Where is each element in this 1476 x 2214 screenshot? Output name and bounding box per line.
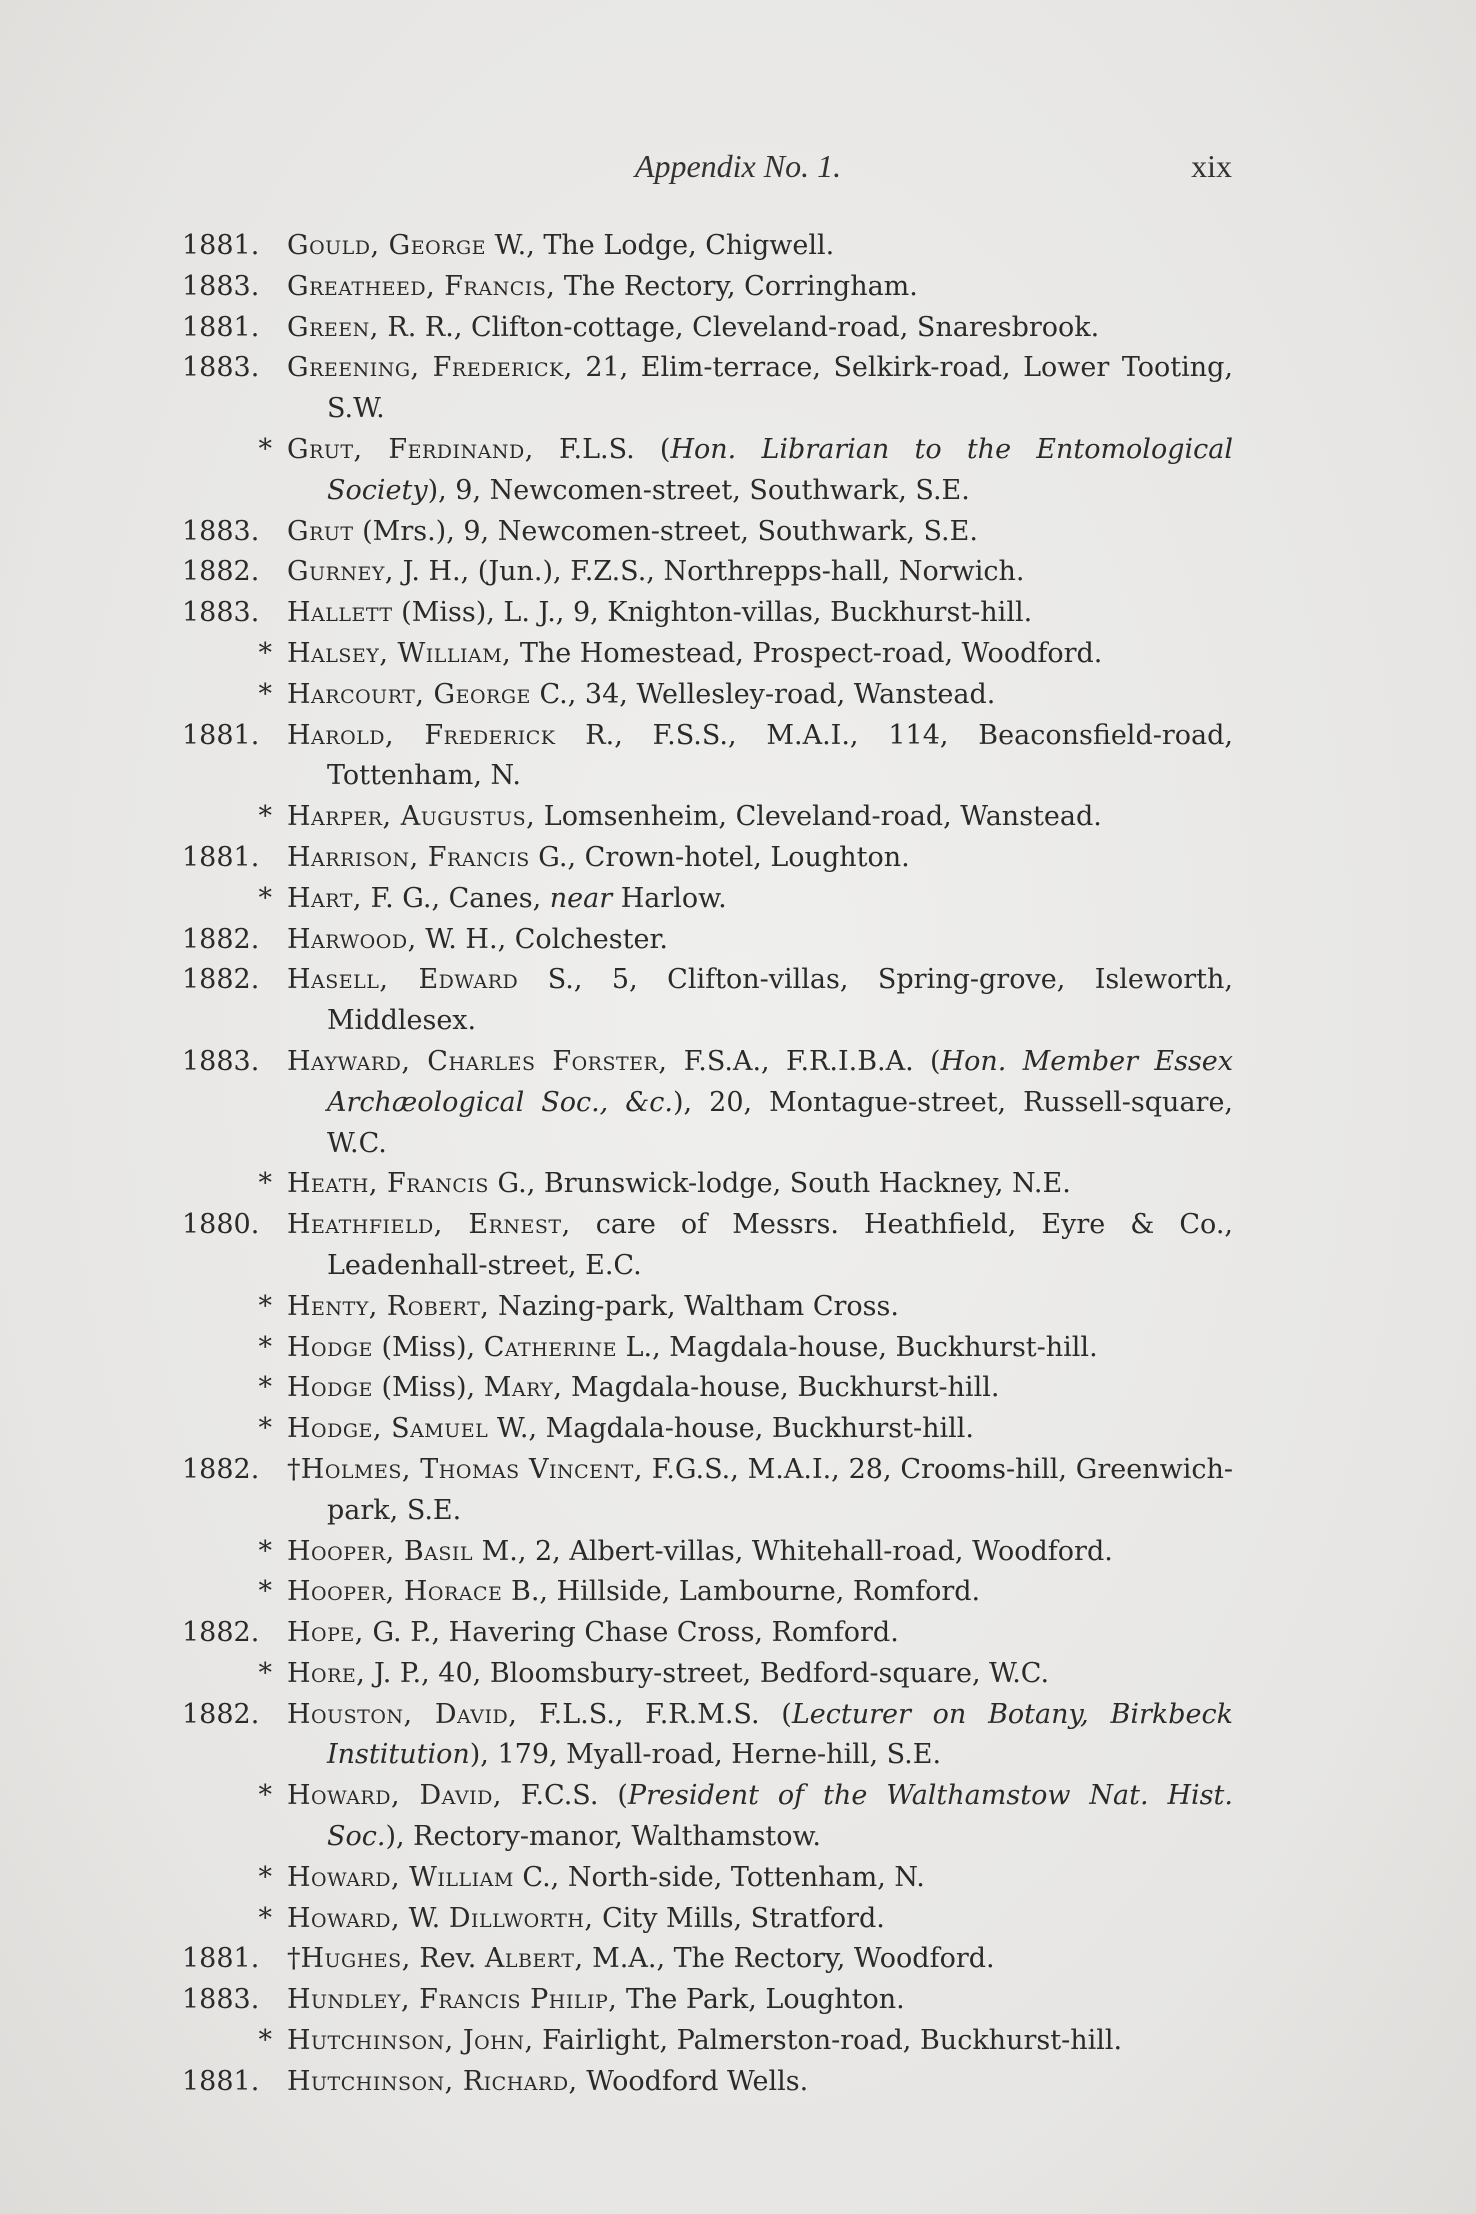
- member-details: [287, 267, 1233, 308]
- member-text: R. R., Clifton-cottage, Cleveland-road, Snaresbrook.: [378, 311, 1100, 343]
- member-entry: [0, 593, 1476, 634]
- original-member-mark: *: [258, 1168, 272, 1200]
- member-name: Green,: [287, 311, 379, 343]
- member-entry: [0, 838, 1476, 879]
- member-entry: [0, 552, 1476, 593]
- member-text: J. H., (Jun.), F.Z.S., Northrepps-hall, Norwich.: [394, 556, 1025, 588]
- member-name: Hodge: [287, 1372, 373, 1404]
- member-entry: [0, 716, 1476, 798]
- election-year: 1881.: [182, 841, 260, 873]
- member-entry: [0, 879, 1476, 920]
- member-details: [287, 308, 1233, 349]
- member-entry: [0, 1205, 1476, 1287]
- member-name: Greatheed, Francis,: [287, 270, 556, 302]
- member-name: Hooper, Horace: [287, 1576, 503, 1608]
- election-year: 1881.: [182, 311, 260, 343]
- member-name: Hundley, Francis Philip,: [287, 1984, 618, 2016]
- member-details: [287, 1368, 1233, 1409]
- member-entry: [0, 960, 1476, 1042]
- member-name: Halsey, William,: [287, 637, 512, 669]
- member-details: [287, 348, 1233, 430]
- member-text: †: [287, 1943, 301, 1975]
- member-text: (Mrs.), 9, Newcomen-street, Southwark, S.E.: [353, 515, 978, 547]
- member-entry: [0, 1409, 1476, 1450]
- member-name: Grut, Ferdinand,: [287, 433, 534, 465]
- member-text: Fairlight, Palmerston-road, Buckhurst-hill.: [533, 2025, 1123, 2057]
- page-header: [0, 148, 1476, 194]
- member-text: C., North-side, Tottenham, N.: [513, 1861, 925, 1893]
- member-name: Hughes,: [300, 1943, 411, 1975]
- original-member-mark: *: [258, 1290, 272, 1322]
- member-entry: [0, 1613, 1476, 1654]
- member-text: (Miss),: [372, 1331, 484, 1363]
- member-text: Rev.: [410, 1943, 485, 1975]
- member-details: [287, 1899, 1233, 1940]
- member-details: [287, 879, 1233, 920]
- member-entry: [0, 1328, 1476, 1369]
- member-name: Howard, William: [287, 1861, 514, 1893]
- running-title: Appendix No. 1.: [634, 148, 842, 184]
- member-text: F. G., Canes,: [362, 882, 550, 914]
- member-entry: [0, 675, 1476, 716]
- election-year: 1881.: [182, 719, 260, 751]
- member-entry: [0, 1858, 1476, 1899]
- member-entry: [0, 1776, 1476, 1858]
- member-details: [287, 2062, 1233, 2103]
- original-member-mark: *: [258, 1657, 272, 1689]
- member-text: The Park, Loughton.: [617, 1984, 905, 2016]
- member-name: Hodge, Samuel: [287, 1413, 489, 1445]
- original-member-mark: *: [258, 1331, 272, 1363]
- member-details: [287, 634, 1233, 675]
- election-year: 1883.: [182, 352, 260, 384]
- original-member-mark: *: [258, 1372, 272, 1404]
- member-text: The Rectory, Corringham.: [555, 270, 918, 302]
- member-name: Hallett: [287, 597, 393, 629]
- member-entry: [0, 267, 1476, 308]
- original-member-mark: *: [258, 1576, 272, 1608]
- member-details: [287, 1776, 1233, 1858]
- member-name: Hart,: [287, 882, 362, 914]
- member-name: Hutchinson, John,: [287, 2025, 534, 2057]
- original-member-mark: *: [258, 1902, 272, 1934]
- member-entry: [0, 308, 1476, 349]
- original-member-mark: *: [258, 801, 272, 833]
- original-member-mark: *: [258, 1413, 272, 1445]
- member-details: [287, 1695, 1233, 1777]
- member-text: City Mills, Stratford.: [593, 1902, 885, 1934]
- member-text: The Homestead, Prospect-road, Woodford.: [511, 637, 1103, 669]
- member-text: ), 20, Montague-street, Russell-square, W.C.: [327, 1086, 1234, 1159]
- member-name: Howard,: [287, 1902, 401, 1934]
- member-name: Houston, David,: [287, 1698, 518, 1730]
- election-year: 1882.: [182, 1617, 260, 1649]
- member-text: ), Rectory-manor, Walthamstow.: [385, 1821, 821, 1853]
- member-details: [287, 1613, 1233, 1654]
- member-details: [287, 1572, 1233, 1613]
- election-year: 1882.: [182, 964, 260, 996]
- member-name: Albert,: [484, 1943, 584, 1975]
- member-text: 21, Elim-terrace, Selkirk-road, Lower Tooting, S.W.: [327, 352, 1233, 425]
- member-entry: [0, 1695, 1476, 1777]
- member-entry: [0, 1980, 1476, 2021]
- member-entry: [0, 348, 1476, 430]
- member-details: [287, 1532, 1233, 1573]
- member-name: Howard, David,: [287, 1780, 502, 1812]
- member-details: [287, 838, 1233, 879]
- election-year: 1882.: [182, 1698, 260, 1730]
- election-year: 1883.: [182, 597, 260, 629]
- election-year: 1883.: [182, 270, 260, 302]
- member-entry: [0, 1164, 1476, 1205]
- member-text: J. P., 40, Bloomsbury-street, Bedford-square, W.C.: [365, 1657, 1050, 1689]
- member-entry: [0, 2021, 1476, 2062]
- member-text: Harlow.: [612, 882, 727, 914]
- member-name: Heathfield, Ernest,: [287, 1209, 571, 1241]
- member-text: S., 5, Clifton-villas, Spring-grove, Isleworth, Middlesex.: [327, 964, 1233, 1037]
- election-year: 1881.: [182, 230, 260, 261]
- member-entry: [0, 430, 1476, 512]
- member-entry: [0, 1450, 1476, 1532]
- member-entry: [0, 634, 1476, 675]
- member-entry: [0, 1532, 1476, 1573]
- member-entry: [0, 1368, 1476, 1409]
- original-member-mark: *: [258, 637, 272, 669]
- member-text: F.L.S. (: [533, 433, 671, 465]
- member-name: Hooper, Basil: [287, 1535, 474, 1567]
- member-name: Harcourt, George: [287, 678, 531, 710]
- member-entry: [0, 797, 1476, 838]
- member-name: Heath, Francis: [287, 1168, 489, 1200]
- member-details: [287, 797, 1233, 838]
- member-name: Harwood,: [287, 923, 417, 955]
- election-year: 1880.: [182, 1209, 260, 1241]
- member-details: [287, 1980, 1233, 2021]
- page-number: xix: [1191, 148, 1232, 184]
- member-list: [0, 226, 1476, 2103]
- election-year: 1883.: [182, 515, 260, 547]
- member-text: F.L.S., F.R.M.S. (: [517, 1698, 792, 1730]
- member-name: Hayward, Charles Forster,: [287, 1045, 668, 1077]
- member-name: Hasell, Edward: [287, 964, 519, 996]
- election-year: 1882.: [182, 556, 260, 588]
- member-text: W. H., Colchester.: [416, 923, 668, 955]
- member-text: W., Magdala-house, Buckhurst-hill.: [488, 1413, 975, 1445]
- member-details: [287, 675, 1233, 716]
- election-year: 1883.: [182, 1045, 260, 1077]
- member-entry: [0, 920, 1476, 961]
- election-year: 1881.: [182, 2065, 260, 2097]
- member-entry: [0, 1287, 1476, 1328]
- election-year: 1882.: [182, 923, 260, 955]
- member-name: Hore,: [287, 1657, 366, 1689]
- member-entry: [0, 2062, 1476, 2103]
- member-title: President of the Walthamstow Nat. Hist. Soc.: [327, 1780, 1233, 1853]
- member-details: [287, 430, 1233, 512]
- member-details: [287, 512, 1233, 553]
- member-text: F.G.S., M.A.I., 28, Crooms-hill, Greenwich-park, S.E.: [327, 1453, 1234, 1526]
- member-name: Dillworth,: [448, 1902, 594, 1934]
- member-text: W.: [400, 1902, 449, 1934]
- member-name: Henty, Robert,: [287, 1290, 490, 1322]
- member-details: [287, 1450, 1233, 1532]
- member-text: R., F.S.S., M.A.I., 114, Beaconsfield-road, Tottenham, N.: [327, 719, 1233, 792]
- member-details: [287, 1042, 1233, 1164]
- election-year: 1881.: [182, 1943, 260, 1975]
- member-details: [287, 716, 1233, 798]
- member-name: Mary,: [483, 1372, 563, 1404]
- member-name: Catherine: [483, 1331, 617, 1363]
- election-year: 1882.: [182, 1453, 260, 1485]
- original-member-mark: *: [258, 1780, 272, 1812]
- member-text: C., 34, Wellesley-road, Wanstead.: [530, 678, 996, 710]
- original-member-mark: *: [258, 2025, 272, 2057]
- member-text: Woodford Wells.: [577, 2065, 809, 2097]
- member-text: ), 9, Newcomen-street, Southwark, S.E.: [427, 474, 970, 506]
- member-name: Greening, Frederick,: [287, 352, 573, 384]
- original-member-mark: *: [258, 882, 272, 914]
- member-name: Hutchinson, Richard,: [287, 2065, 578, 2097]
- member-entry: [0, 1654, 1476, 1695]
- member-name: Grut: [287, 515, 354, 547]
- member-text: (Miss),: [372, 1372, 484, 1404]
- member-text: F.C.S. (: [501, 1780, 628, 1812]
- member-entry: [0, 1572, 1476, 1613]
- member-name: Hope,: [287, 1617, 364, 1649]
- member-text: Magdala-house, Buckhurst-hill.: [562, 1372, 1000, 1404]
- member-details: [287, 226, 1233, 267]
- member-details: [287, 1409, 1233, 1450]
- member-entry: [0, 1899, 1476, 1940]
- member-name: Harper, Augustus,: [287, 801, 536, 833]
- member-text: L., Magdala-house, Buckhurst-hill.: [616, 1331, 1098, 1363]
- member-entry: [0, 1939, 1476, 1980]
- member-title: Lecturer on Botany, Birkbeck Institution: [327, 1698, 1234, 1771]
- member-details: [287, 1858, 1233, 1899]
- member-text: Lomsenheim, Cleveland-road, Wanstead.: [535, 801, 1102, 833]
- member-name: Harold, Frederick: [287, 719, 556, 751]
- member-text: G. P., Havering Chase Cross, Romford.: [363, 1617, 899, 1649]
- member-name: Hodge: [287, 1331, 373, 1363]
- member-text: B., Hillside, Lambourne, Romford.: [502, 1576, 981, 1608]
- member-text: †: [287, 1453, 301, 1485]
- member-name: Gurney,: [287, 556, 395, 588]
- member-details: [287, 920, 1233, 961]
- member-text: F.S.A., F.R.I.B.A. (: [667, 1045, 941, 1077]
- member-details: [287, 960, 1233, 1042]
- member-details: [287, 1164, 1233, 1205]
- original-member-mark: *: [258, 678, 272, 710]
- member-name: Gould, George: [287, 230, 487, 261]
- member-details: [287, 1654, 1233, 1695]
- member-text: W., The Lodge, Chigwell.: [486, 230, 835, 261]
- member-text: ), 179, Myall-road, Herne-hill, S.E.: [469, 1739, 942, 1771]
- original-member-mark: *: [258, 1535, 272, 1567]
- member-title: near: [549, 882, 613, 914]
- member-details: [287, 1287, 1233, 1328]
- member-text: care of Messrs. Heathfield, Eyre & Co., Leadenhall-street, E.C.: [327, 1209, 1233, 1281]
- member-details: [287, 1205, 1233, 1287]
- original-member-mark: *: [258, 1861, 272, 1893]
- member-details: [287, 1939, 1233, 1980]
- member-details: [287, 552, 1233, 593]
- member-text: Nazing-park, Waltham Cross.: [489, 1290, 899, 1322]
- member-entry: [0, 512, 1476, 553]
- member-name: Holmes, Thomas Vincent,: [300, 1453, 643, 1485]
- original-member-mark: *: [258, 433, 272, 465]
- member-title: Hon. Member Essex Archæological Soc., &c.: [327, 1045, 1234, 1118]
- member-details: [287, 1328, 1233, 1369]
- member-entry: [0, 1042, 1476, 1164]
- member-details: [287, 593, 1233, 634]
- member-name: Harrison, Francis: [287, 841, 530, 873]
- member-text: M., 2, Albert-villas, Whitehall-road, Woodford.: [473, 1535, 1113, 1567]
- member-text: (Miss), L. J., 9, Knighton-villas, Buckhurst-hill.: [392, 597, 1033, 629]
- election-year: 1883.: [182, 1984, 260, 2016]
- member-text: M.A., The Rectory, Woodford.: [583, 1943, 995, 1975]
- member-text: G., Brunswick-lodge, South Hackney, N.E.: [488, 1168, 1071, 1200]
- member-details: [287, 2021, 1233, 2062]
- member-entry: [0, 226, 1476, 267]
- member-text: G., Crown-hotel, Loughton.: [529, 841, 910, 873]
- member-title: Hon. Librarian to the Entomological Society: [327, 433, 1233, 506]
